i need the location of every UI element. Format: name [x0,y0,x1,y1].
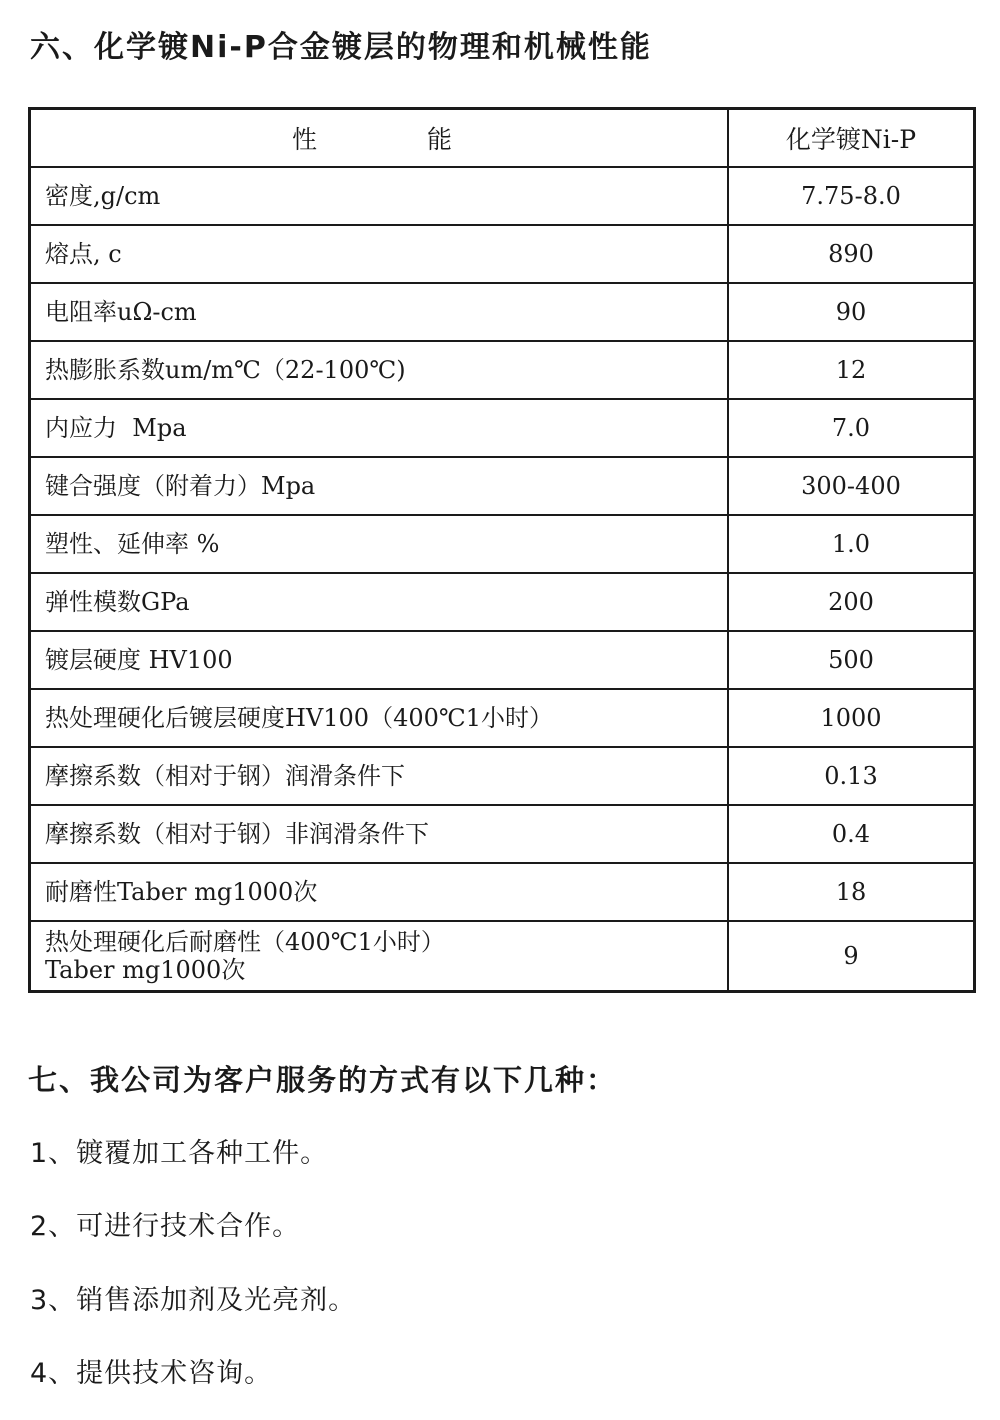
service-item-2: 2、可进行技术合作。 [30,1211,301,1242]
value-cell: 7.75-8.0 [728,167,975,225]
property-cell-two-line [30,921,729,992]
service-item-1: 1、镀覆加工各种工件。 [30,1138,329,1169]
table-row [30,631,975,689]
value-cell: 200 [728,573,975,631]
value-cell: 1000 [728,689,975,747]
table-row [30,863,975,921]
value-cell: 300-400 [728,457,975,515]
property-cell: 塑性、延伸率 % [30,515,729,573]
section-7-title: 七、我公司为客户服务的方式有以下几种： [28,1063,618,1097]
properties-table [28,107,976,993]
table-row [30,573,975,631]
property-cell: 电阻率uΩ-cm [30,283,729,341]
table-row [30,341,975,399]
table-row [30,921,975,992]
table-row [30,805,975,863]
table-row [30,689,975,747]
property-cell: 摩擦系数（相对于钢）非润滑条件下 [30,805,729,863]
property-cell: 键合强度（附着力）Mpa [30,457,729,515]
section-6-title: 六、化学镀Ni-P合金镀层的物理和机械性能 [30,30,652,65]
property-cell: 摩擦系数（相对于钢）润滑条件下 [30,747,729,805]
table-row [30,747,975,805]
property-cell: 密度,g/cm [30,167,729,225]
table-row [30,225,975,283]
property-line-1: 热处理硬化后耐磨性（400℃1小时） [45,928,445,956]
property-cell: 熔点, c [30,225,729,283]
property-line-2: Taber mg1000次 [45,956,246,984]
table-row [30,283,975,341]
value-cell: 890 [728,225,975,283]
table-row [30,399,975,457]
property-cell: 内应力 Mpa [30,399,729,457]
value-cell: 7.0 [728,399,975,457]
property-cell: 热膨胀系数um/m℃（22-100℃) [30,341,729,399]
table-header-row [30,109,975,168]
table-row [30,457,975,515]
header-value: 化学镀Ni-P [728,109,975,168]
value-cell: 12 [728,341,975,399]
service-item-3: 3、销售添加剂及光亮剂。 [30,1285,357,1316]
property-cell: 耐磨性Taber mg1000次 [30,863,729,921]
value-cell: 0.13 [728,747,975,805]
value-cell: 0.4 [728,805,975,863]
header-property: 性能 [30,109,729,168]
property-cell: 热处理硬化后镀层硬度HV100（400℃1小时） [30,689,729,747]
value-cell: 1.0 [728,515,975,573]
service-item-4: 4、提供技术咨询。 [30,1358,273,1389]
value-cell: 500 [728,631,975,689]
value-cell: 18 [728,863,975,921]
table-row [30,515,975,573]
property-cell: 弹性模数GPa [30,573,729,631]
value-cell: 90 [728,283,975,341]
value-cell: 9 [728,921,975,992]
property-cell: 镀层硬度 HV100 [30,631,729,689]
table-row [30,167,975,225]
